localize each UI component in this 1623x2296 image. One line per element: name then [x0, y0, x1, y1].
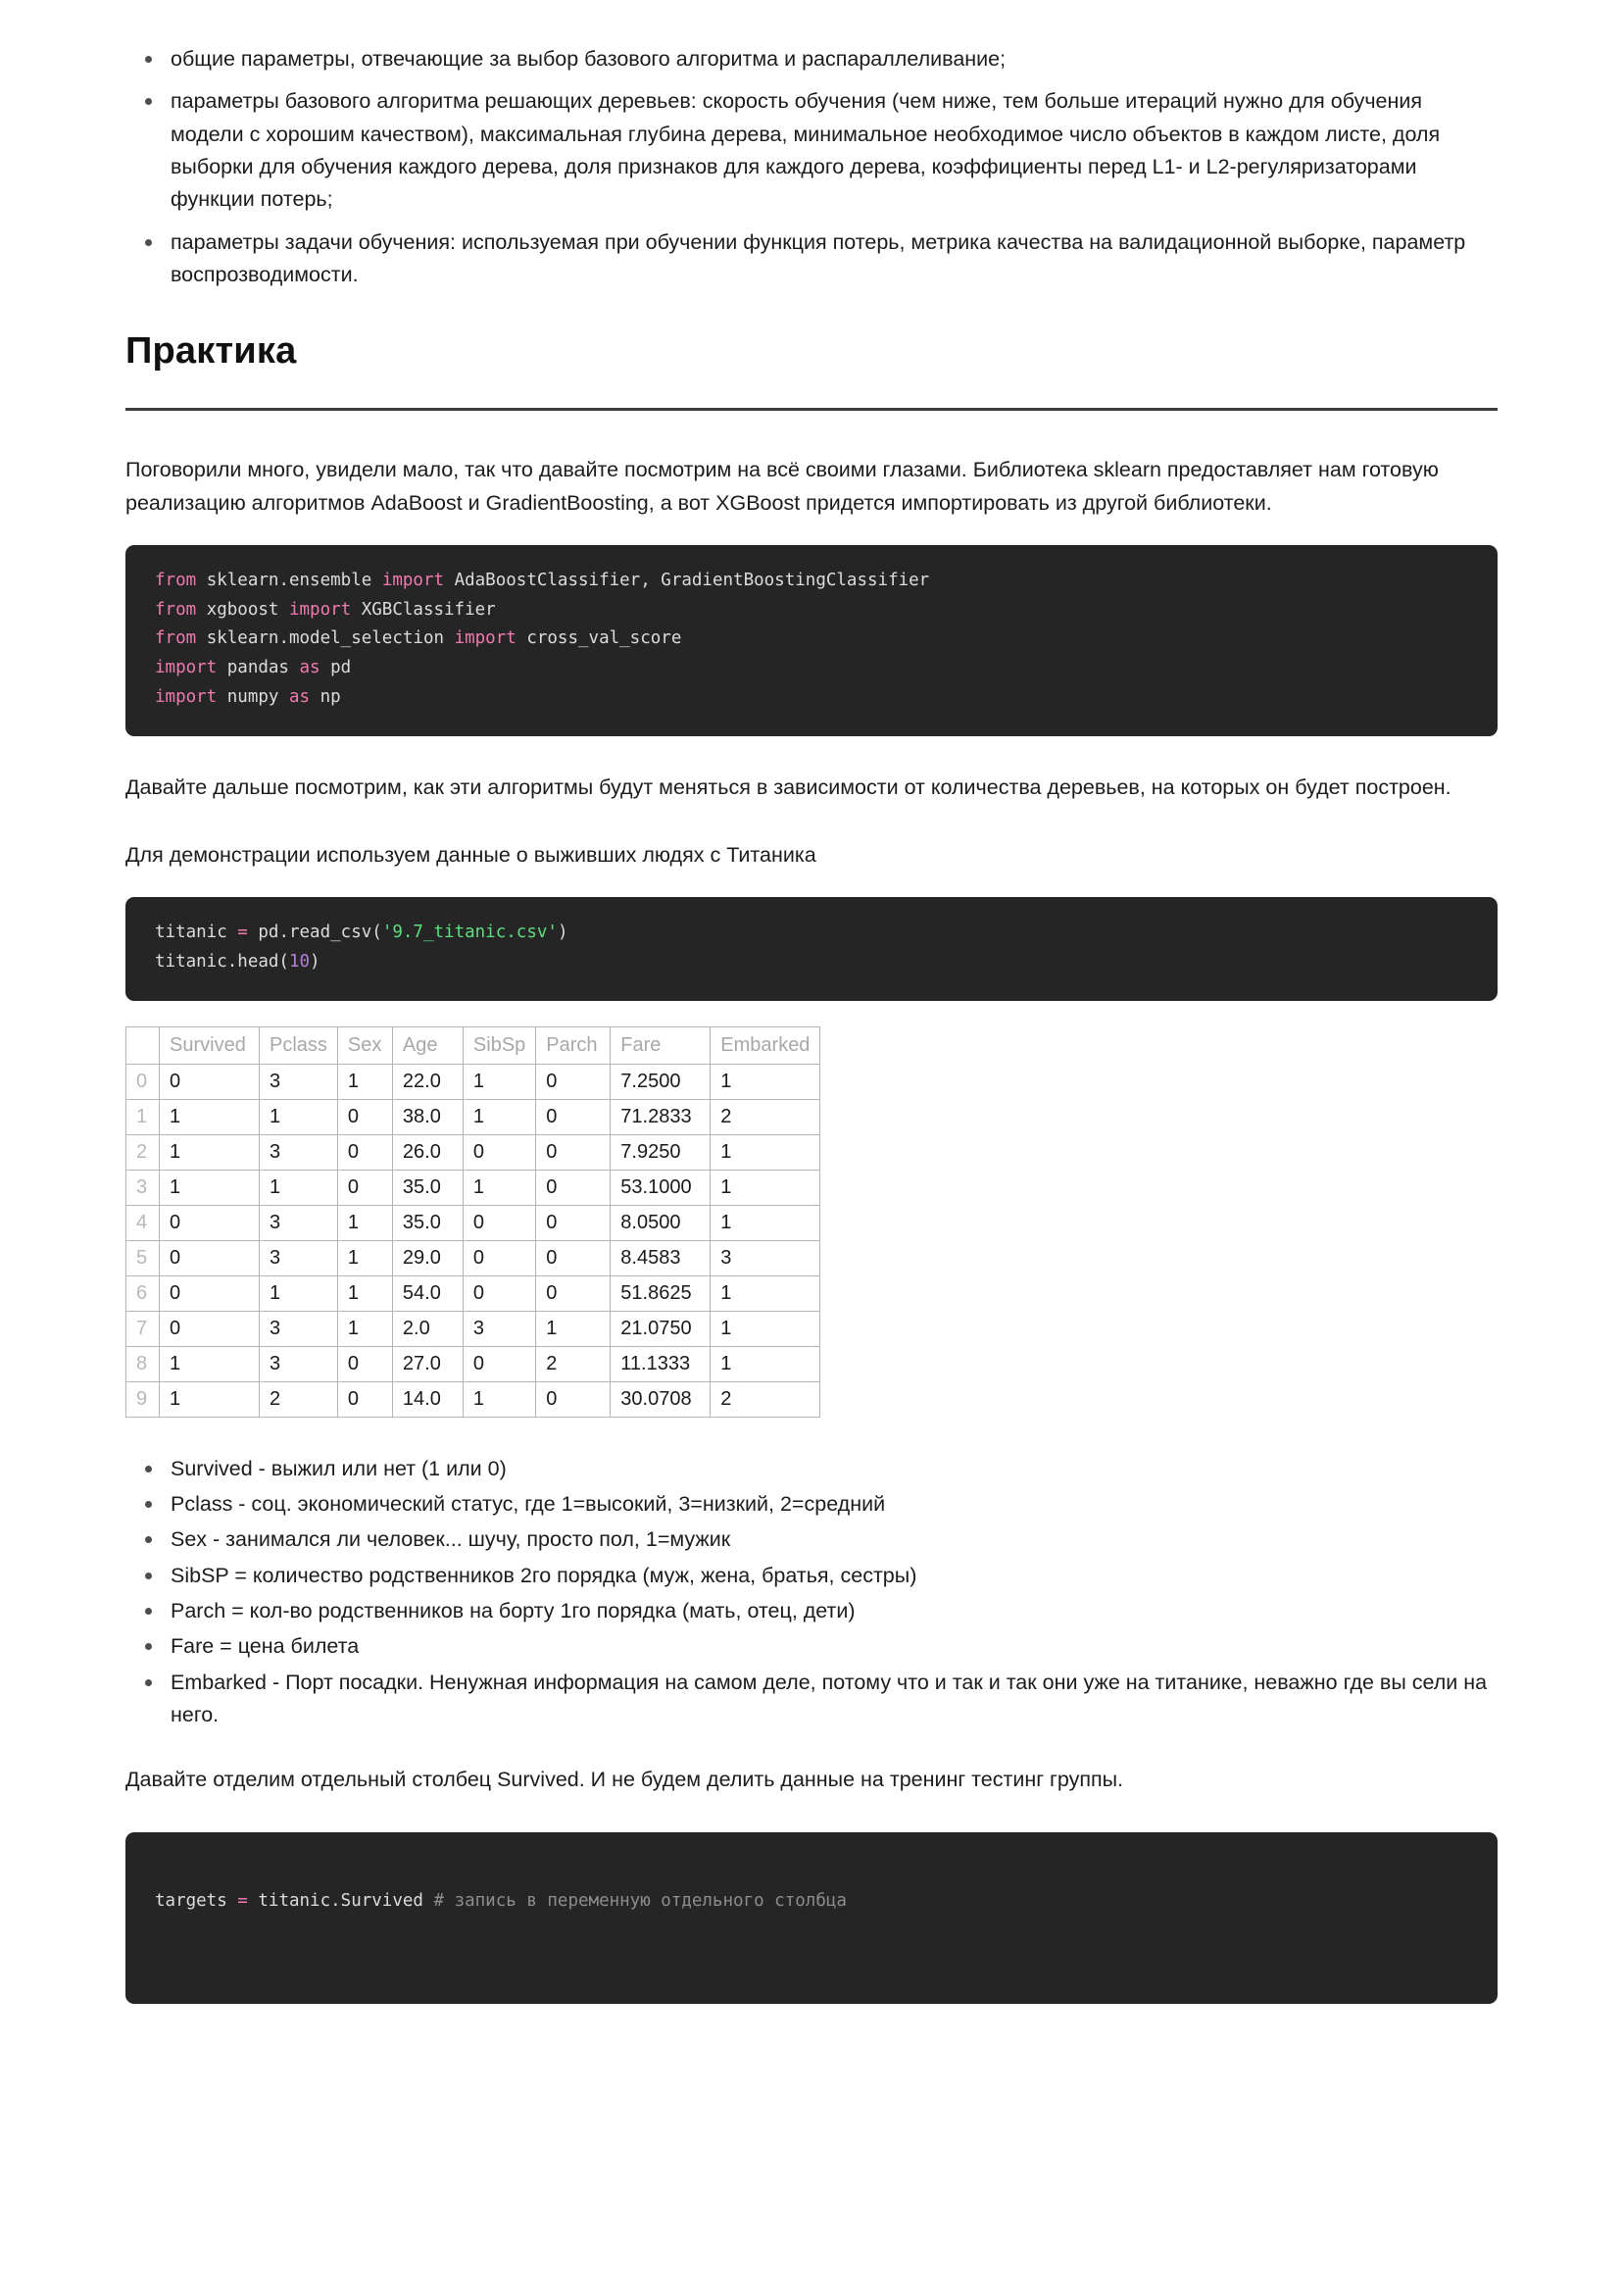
table-cell-sex: 0 — [337, 1170, 392, 1205]
table-cell-sibsp: 3 — [463, 1311, 535, 1346]
code-token-kw: as — [288, 686, 311, 707]
table-cell-survived: 1 — [160, 1346, 260, 1381]
table-cell-fare: 7.9250 — [611, 1134, 711, 1170]
spacer-before-code-imports — [125, 520, 1498, 545]
table-cell-pclass: 1 — [260, 1275, 338, 1311]
code-token-kw: import — [288, 599, 352, 620]
code-imports-line — [155, 596, 1468, 625]
code-imports-line — [155, 683, 1468, 713]
code-token-str: '9.7_titanic.csv' — [381, 923, 558, 943]
code-token-com: # запись в переменную отдельного столбца — [433, 1890, 847, 1911]
code-token-plain: np — [310, 686, 341, 707]
code-token-op: = — [237, 923, 248, 943]
list-item: Sex - занимался ли человек... шучу, просто пол, 1=мужик — [125, 1523, 1498, 1556]
code-read-csv-line — [155, 948, 1468, 977]
table-cell-age: 14.0 — [392, 1381, 463, 1417]
table-row-index: 2 — [126, 1134, 160, 1170]
code-token-kw: import — [381, 570, 445, 590]
table-cell-parch: 0 — [536, 1240, 611, 1275]
table-row — [126, 1275, 820, 1311]
table-cell-embarked: 1 — [711, 1064, 820, 1099]
table-cell-survived: 1 — [160, 1170, 260, 1205]
paragraph-titanic-intro: Для демонстрации используем данные о выживших людях с Титаника — [125, 842, 816, 867]
table-cell-fare: 30.0708 — [611, 1381, 711, 1417]
table-row — [126, 1170, 820, 1205]
table-cell-embarked: 1 — [711, 1275, 820, 1311]
table-cell-parch: 0 — [536, 1064, 611, 1099]
table-cell-sibsp: 0 — [463, 1346, 535, 1381]
table-cell-survived: 0 — [160, 1311, 260, 1346]
code-imports-line — [155, 624, 1468, 654]
table-cell-sibsp: 1 — [463, 1381, 535, 1417]
table-cell-fare: 21.0750 — [611, 1311, 711, 1346]
table-cell-pclass: 3 — [260, 1311, 338, 1346]
table-row-index: 1 — [126, 1099, 160, 1134]
code-read-csv-line — [155, 919, 1468, 948]
table-header-pclass: Pclass — [260, 1026, 338, 1064]
code-imports-line — [155, 654, 1468, 683]
table-cell-age: 35.0 — [392, 1205, 463, 1240]
table-header-embarked: Embarked — [711, 1026, 820, 1064]
code-block-read-csv — [125, 897, 1498, 1001]
spacer-before-heading — [125, 301, 1498, 330]
table-cell-sex: 0 — [337, 1381, 392, 1417]
table-cell-pclass: 3 — [260, 1240, 338, 1275]
table-cell-fare: 71.2833 — [611, 1099, 711, 1134]
table-cell-survived: 0 — [160, 1240, 260, 1275]
code-imports-line — [155, 567, 1468, 596]
table-row — [126, 1381, 820, 1417]
table-cell-sex: 0 — [337, 1134, 392, 1170]
table-header-age: Age — [392, 1026, 463, 1064]
table-header-fare: Fare — [611, 1026, 711, 1064]
table-cell-survived: 0 — [160, 1275, 260, 1311]
table-cell-sibsp: 1 — [463, 1170, 535, 1205]
table-cell-parch: 0 — [536, 1170, 611, 1205]
table-cell-fare: 8.0500 — [611, 1205, 711, 1240]
list-item: параметры задачи обучения: используемая при обучении функция потерь, метрика качества на валидационной выборке, параметр воспрозводимости. — [125, 226, 1498, 292]
table-row-index: 6 — [126, 1275, 160, 1311]
table-cell-pclass: 1 — [260, 1170, 338, 1205]
table-cell-sex: 1 — [337, 1275, 392, 1311]
table-cell-survived: 1 — [160, 1381, 260, 1417]
table-cell-parch: 0 — [536, 1134, 611, 1170]
spacer-before-descriptions — [125, 1418, 1498, 1453]
table-cell-survived: 1 — [160, 1099, 260, 1134]
code-token-plain: ) — [557, 923, 568, 943]
table-row-index: 0 — [126, 1064, 160, 1099]
table-cell-parch: 0 — [536, 1205, 611, 1240]
list-item: параметры базового алгоритма решающих деревьев: скорость обучения (чем ниже, тем больше итераций нужно для обучения модели с хорошим качеством), максимальная глубина дерева, минимальное необходимое число объектов в каждом листе, доля выборки для обучения каждого дерева, доля признаков для каждого дерева, коэффициенты перед L1- и L2-регуляризаторами функции потерь; — [125, 85, 1498, 216]
table-cell-age: 26.0 — [392, 1134, 463, 1170]
table-header-index — [126, 1026, 160, 1064]
table-cell-pclass: 3 — [260, 1346, 338, 1381]
code-token-plain: targets — [155, 1890, 238, 1911]
list-item: Survived - выжил или нет (1 или 0) — [125, 1453, 1498, 1485]
table-cell-pclass: 1 — [260, 1099, 338, 1134]
table-row-index: 3 — [126, 1170, 160, 1205]
code-token-kw: from — [155, 628, 197, 649]
table-cell-fare: 8.4583 — [611, 1240, 711, 1275]
table-cell-embarked: 2 — [711, 1381, 820, 1417]
intro-paragraph: Поговорили много, увидели мало, так что давайте посмотрим на всё своими глазами. Библиотека sklearn предоставляет нам готовую реализацию алгоритмов AdaBoost и GradientBoosting, а вот XGBoost придется импортировать из другой библиотеки. — [125, 458, 1439, 515]
table-cell-survived: 1 — [160, 1134, 260, 1170]
code-token-kw: from — [155, 599, 197, 620]
table-cell-sex: 1 — [337, 1240, 392, 1275]
code-token-plain: numpy — [217, 686, 289, 707]
spacer-after-code-imports — [125, 736, 1498, 772]
table-header — [126, 1026, 820, 1064]
list-item: Fare = цена билета — [125, 1630, 1498, 1663]
table-cell-pclass: 3 — [260, 1205, 338, 1240]
paragraph-before-targets: Давайте отделим отдельный столбец Survived. И не будем делить данные на тренинг тестинг группы. — [125, 1768, 1124, 1792]
spacer-before-table — [125, 1001, 1498, 1026]
table-cell-sibsp: 1 — [463, 1064, 535, 1099]
table-cell-fare: 53.1000 — [611, 1170, 711, 1205]
code-token-plain: pandas — [217, 658, 300, 678]
column-description-list — [125, 1453, 1498, 1732]
table-cell-fare: 7.2500 — [611, 1064, 711, 1099]
code-block-targets — [125, 1832, 1498, 2005]
table-row-index: 5 — [126, 1240, 160, 1275]
spacer-before-code-readcsv — [125, 872, 1498, 897]
code-token-plain: XGBClassifier — [351, 599, 496, 620]
code-targets-line — [155, 1887, 1468, 1917]
table-cell-sibsp: 0 — [463, 1240, 535, 1275]
list-item: SibSP = количество родственников 2го порядка (муж, жена, братья, сестры) — [125, 1560, 1498, 1592]
code-token-plain: xgboost — [196, 599, 289, 620]
top-spacer — [125, 0, 1498, 43]
table-row-index: 4 — [126, 1205, 160, 1240]
table-cell-sibsp: 0 — [463, 1134, 535, 1170]
spacer-before-targets-paragraph — [125, 1734, 1498, 1764]
table-cell-pclass: 3 — [260, 1134, 338, 1170]
table-cell-embarked: 3 — [711, 1240, 820, 1275]
code-token-plain: pd.read_csv( — [247, 923, 382, 943]
table-row-index: 9 — [126, 1381, 160, 1417]
table-cell-parch: 2 — [536, 1346, 611, 1381]
code-token-plain: ) — [310, 951, 320, 972]
code-token-plain: titanic.Survived — [247, 1890, 434, 1911]
code-token-kw: import — [155, 686, 218, 707]
code-token-plain: cross_val_score — [516, 628, 682, 649]
list-item: Parch = кол-во родственников на борту 1го порядка (мать, отец, дети) — [125, 1595, 1498, 1627]
table-cell-age: 35.0 — [392, 1170, 463, 1205]
table-cell-age: 54.0 — [392, 1275, 463, 1311]
list-item: Embarked - Порт посадки. Ненужная информация на самом деле, потому что и так и так они уже на титанике, неважно где вы сели на него. — [125, 1667, 1498, 1732]
table-cell-embarked: 2 — [711, 1099, 820, 1134]
table-cell-parch: 0 — [536, 1381, 611, 1417]
table-cell-fare: 11.1333 — [611, 1346, 711, 1381]
table-row — [126, 1346, 820, 1381]
table-cell-sex: 0 — [337, 1099, 392, 1134]
spacer-before-titanic-intro — [125, 804, 1498, 839]
table-cell-survived: 0 — [160, 1064, 260, 1099]
table-cell-pclass: 3 — [260, 1064, 338, 1099]
table-cell-embarked: 1 — [711, 1311, 820, 1346]
code-token-kw: as — [299, 658, 320, 678]
table-row — [126, 1311, 820, 1346]
table-cell-age: 22.0 — [392, 1064, 463, 1099]
table-row — [126, 1064, 820, 1099]
table-cell-sibsp: 0 — [463, 1275, 535, 1311]
table-cell-age: 38.0 — [392, 1099, 463, 1134]
table-row-index: 8 — [126, 1346, 160, 1381]
paragraph-after-imports: Давайте дальше посмотрим, как эти алгоритмы будут меняться в зависимости от количества деревьев, на которых он будет построен. — [125, 774, 1451, 799]
table-cell-sibsp: 0 — [463, 1205, 535, 1240]
table-cell-pclass: 2 — [260, 1381, 338, 1417]
spacer-after-rule — [125, 411, 1498, 454]
code-token-plain: pd — [320, 658, 352, 678]
table-cell-parch: 1 — [536, 1311, 611, 1346]
code-token-plain: titanic — [155, 923, 238, 943]
table-cell-embarked: 1 — [711, 1170, 820, 1205]
code-block-imports — [125, 545, 1498, 736]
table-row-index: 7 — [126, 1311, 160, 1346]
code-token-kw: import — [454, 628, 516, 649]
table-cell-embarked: 1 — [711, 1134, 820, 1170]
table-header-parch: Parch — [536, 1026, 611, 1064]
table-row — [126, 1205, 820, 1240]
table-cell-embarked: 1 — [711, 1205, 820, 1240]
table-cell-embarked: 1 — [711, 1346, 820, 1381]
table-row — [126, 1134, 820, 1170]
table-cell-sex: 1 — [337, 1311, 392, 1346]
spacer-before-rule — [125, 373, 1498, 408]
table-cell-age: 29.0 — [392, 1240, 463, 1275]
table-header-sex: Sex — [337, 1026, 392, 1064]
table-row — [126, 1099, 820, 1134]
table-cell-parch: 0 — [536, 1275, 611, 1311]
table-cell-survived: 0 — [160, 1205, 260, 1240]
table-body — [126, 1064, 820, 1417]
code-token-kw: from — [155, 570, 197, 590]
code-token-num: 10 — [288, 951, 311, 972]
page-title: Практика — [125, 330, 297, 373]
table-cell-age: 27.0 — [392, 1346, 463, 1381]
table-cell-age: 2.0 — [392, 1311, 463, 1346]
intro-bullet-list — [125, 43, 1498, 291]
code-token-plain: titanic.head( — [155, 951, 289, 972]
code-token-plain: sklearn.model_selection — [196, 628, 455, 649]
table-cell-sex: 0 — [337, 1346, 392, 1381]
table-cell-sibsp: 1 — [463, 1099, 535, 1134]
code-token-plain: AdaBoostClassifier, GradientBoostingClassifier — [444, 570, 930, 590]
table-cell-fare: 51.8625 — [611, 1275, 711, 1311]
list-item: общие параметры, отвечающие за выбор базового алгоритма и распараллеливание; — [125, 43, 1498, 75]
table-header-row — [126, 1026, 820, 1064]
table-row — [126, 1240, 820, 1275]
code-token-op: = — [237, 1890, 248, 1911]
table-cell-parch: 0 — [536, 1099, 611, 1134]
table-cell-sex: 1 — [337, 1064, 392, 1099]
list-item: Pclass - соц. экономический статус, где 1=высокий, 3=низкий, 2=средний — [125, 1488, 1498, 1521]
table-header-survived: Survived — [160, 1026, 260, 1064]
table-header-sibsp: SibSp — [463, 1026, 535, 1064]
dataframe-table — [125, 1026, 820, 1418]
table-cell-sex: 1 — [337, 1205, 392, 1240]
code-token-kw: import — [155, 658, 218, 678]
code-token-plain: sklearn.ensemble — [196, 570, 382, 590]
spacer-before-code-targets — [125, 1797, 1498, 1832]
